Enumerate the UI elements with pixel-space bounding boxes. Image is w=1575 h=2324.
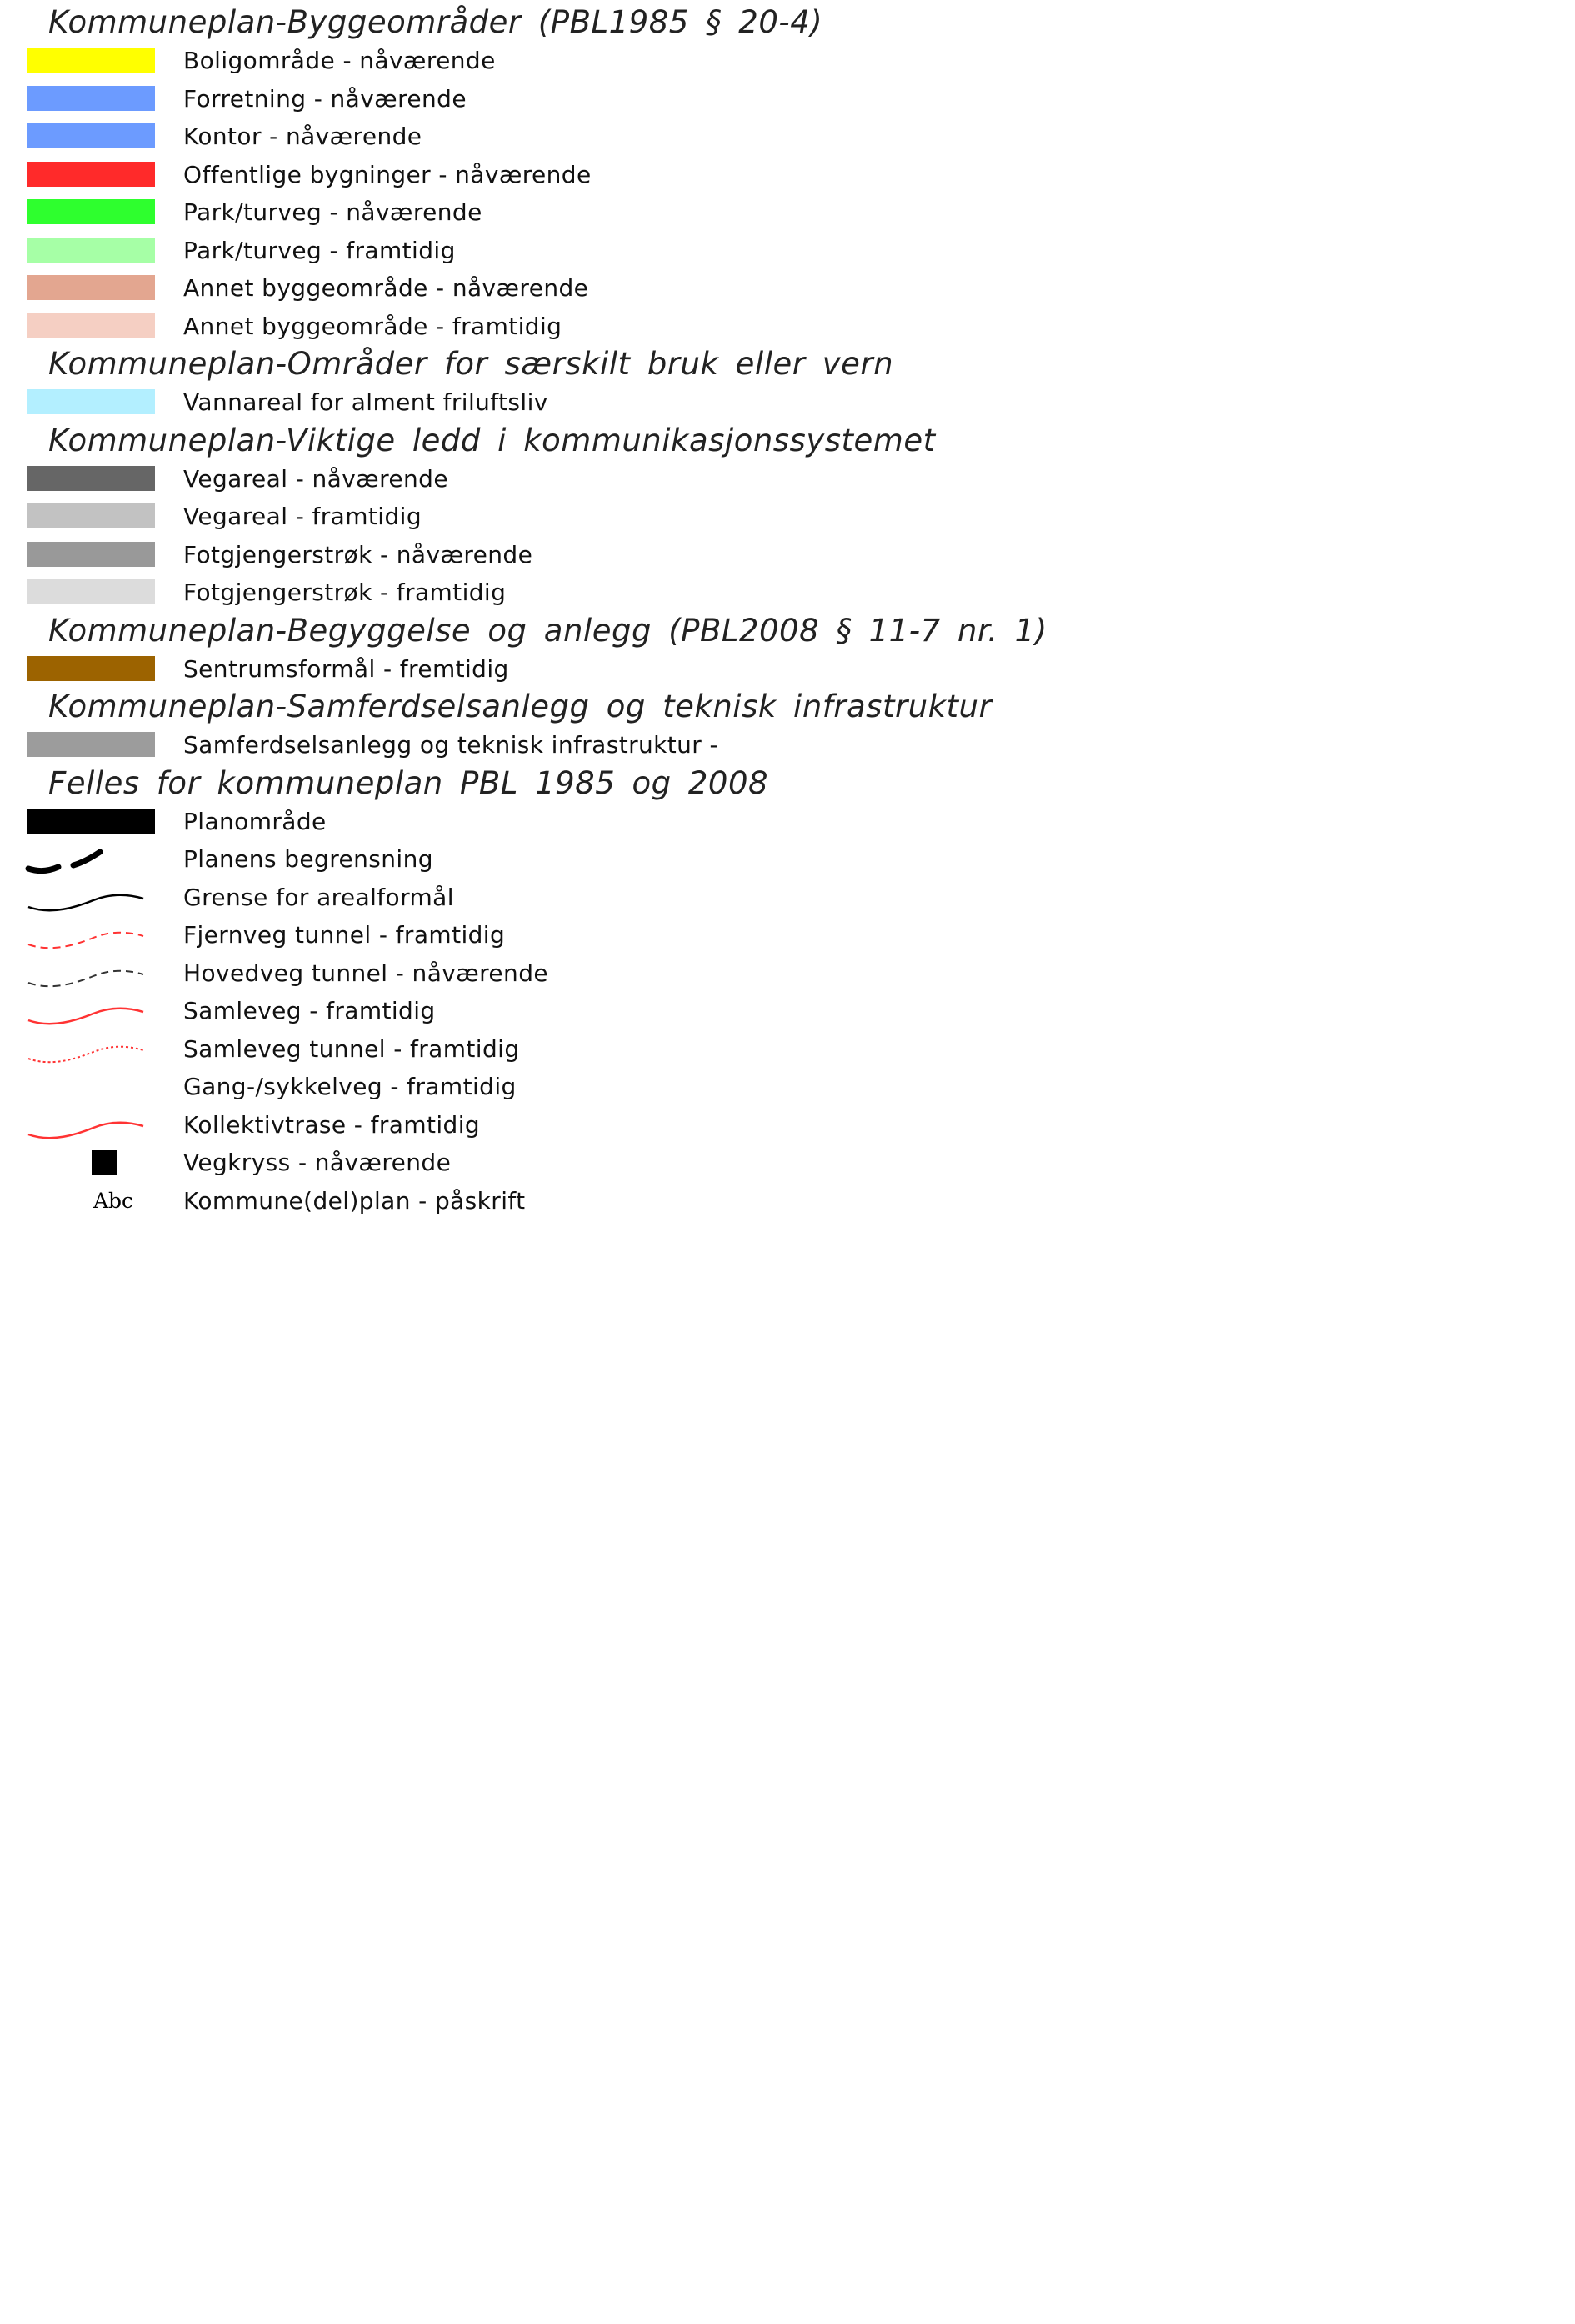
legend-item-label: Fotgjengerstrøk - framtidig [183,578,507,606]
legend-item [0,1068,796,1105]
legend-swatch [27,199,155,224]
legend-symbol-empty [27,1068,155,1105]
legend-item [0,916,796,954]
legend-item-label: Kontor - nåværende [183,123,422,150]
legend-item-label: Forretning - nåværende [183,85,467,113]
legend-item-label: Planområde [183,808,327,835]
legend-item [0,156,796,193]
legend-item-label: Park/turveg - nåværende [183,198,482,226]
legend-swatch [27,579,155,604]
line-style-icon [27,840,155,878]
line-style-icon [27,879,155,916]
legend-item-label: Hovedveg tunnel - nåværende [183,959,548,987]
legend-item-label: Park/turveg - framtidig [183,237,456,264]
legend-item [0,118,796,155]
legend-item-label: Offentlige bygninger - nåværende [183,161,592,188]
legend-item [0,269,796,307]
legend-item [0,42,796,79]
legend-item-label: Vegareal - framtidig [183,503,422,530]
legend-item [0,954,796,992]
legend-swatch [27,466,155,491]
legend-section-title: Kommuneplan-Samferdselsanlegg og teknisk infrastruktur [48,689,992,724]
line-style-icon [27,992,155,1029]
legend-item [0,992,796,1029]
map-legend [0,0,1048,1217]
legend-item [0,80,796,118]
legend-swatch [27,656,155,681]
legend-item-label: Sentrumsformål - fremtidig [183,655,509,683]
legend-swatch [27,313,155,338]
junction-square-icon [92,1150,117,1175]
legend-item-label: Annet byggeområde - framtidig [183,313,562,340]
legend-item [0,536,796,573]
legend-item [0,1106,796,1144]
legend-item [0,1030,796,1068]
legend-swatch [27,48,155,73]
legend-item [0,573,796,611]
legend-swatch [27,809,155,834]
legend-item [0,193,796,231]
legend-item [0,1182,796,1220]
legend-section-title: Kommuneplan-Områder for særskilt bruk eller vern [48,346,894,382]
legend-item-label: Vannareal for alment friluftsliv [183,388,548,416]
line-style-icon [27,954,155,992]
legend-swatch [27,542,155,567]
legend-swatch [27,162,155,187]
legend-swatch [27,238,155,263]
line-style-icon [27,1030,155,1068]
legend-swatch [27,389,155,414]
legend-symbol [27,1182,155,1220]
legend-section-title: Felles for kommuneplan PBL 1985 og 2008 [48,765,769,801]
line-style-icon [27,916,155,954]
legend-item [0,879,796,916]
legend-item-label: Planens begrensning [183,845,433,873]
legend-item-label: Samleveg - framtidig [183,997,436,1024]
legend-item-label: Vegkryss - nåværende [183,1149,452,1176]
legend-item-label: Vegareal - nåværende [183,465,448,493]
legend-swatch [27,123,155,148]
legend-item [0,650,796,688]
legend-item [0,383,796,421]
legend-item [0,726,796,764]
legend-item [0,498,796,535]
legend-item [0,460,796,498]
legend-item-label: Gang-/sykkelveg - framtidig [183,1073,517,1100]
legend-item-label: Grense for arealformål [183,884,454,911]
legend-item [0,308,796,345]
legend-swatch [27,732,155,757]
legend-item [0,232,796,269]
legend-swatch [27,503,155,528]
legend-item-label: Kommune(del)plan - påskrift [183,1187,526,1215]
legend-item-label: Annet byggeområde - nåværende [183,274,589,302]
legend-item-label: Fjernveg tunnel - framtidig [183,921,506,949]
legend-item [0,803,796,840]
legend-item [0,840,796,878]
legend-section-title: Kommuneplan-Byggeområder (PBL1985 § 20-4) [48,4,823,40]
legend-section-title: Kommuneplan-Viktige ledd i kommunikasjonssystemet [48,423,936,458]
legend-item-label: Samferdselsanlegg og teknisk infrastruktur - [183,731,719,759]
legend-swatch [27,86,155,111]
legend-item-label: Kollektivtrase - framtidig [183,1111,481,1139]
legend-swatch [27,275,155,300]
legend-symbol [27,1144,155,1181]
legend-item [0,1144,796,1181]
legend-item-label: Samleveg tunnel - framtidig [183,1035,520,1063]
legend-item-label: Fotgjengerstrøk - nåværende [183,541,533,568]
line-style-icon [27,1106,155,1144]
legend-item-label: Boligområde - nåværende [183,47,496,74]
label-text-icon: Abc [93,1189,134,1213]
legend-section-title: Kommuneplan-Begyggelse og anlegg (PBL2008 § 11-7 nr. 1) [48,613,1048,649]
